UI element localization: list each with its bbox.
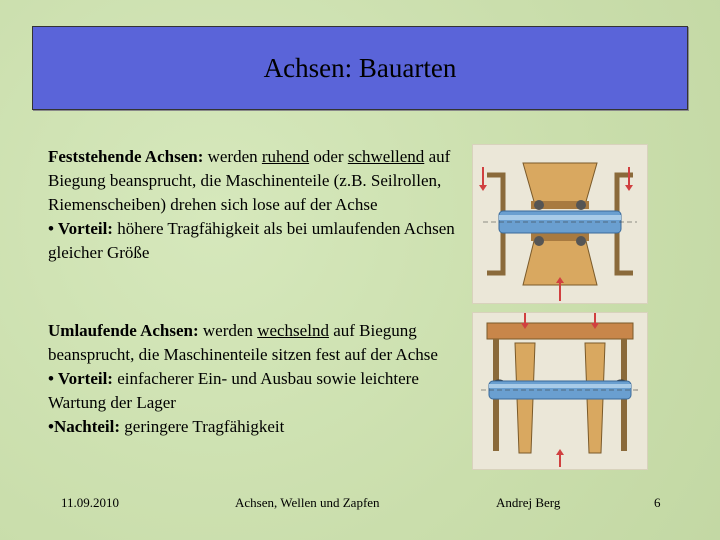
- underlined-wechselnd: wechselnd: [257, 321, 329, 340]
- footer-page-number: 6: [654, 495, 661, 510]
- disadvantage-label: •Nachteil:: [48, 417, 121, 436]
- disadvantage-text: geringere Tragfähigkeit: [120, 417, 285, 436]
- text-span: oder: [309, 147, 348, 166]
- slide-title: Achsen: Bauarten: [263, 52, 457, 83]
- fixed-axle-paragraph: [48, 145, 458, 265]
- fixed-axle-illustration: [473, 145, 647, 303]
- text-span: auf Biegung beansprucht, die Maschinenteile (z.B. Seilrollen, Riemenscheiben) drehen sich lose auf der Achse: [48, 147, 451, 214]
- fixed-axle-diagram: [472, 144, 648, 304]
- advantage-text: höhere Tragfähigkeit als bei umlaufenden Achsen gleicher Größe: [48, 219, 455, 262]
- advantage-text: einfacherer Ein- und Ausbau sowie leichtere Wartung der Lager: [48, 369, 419, 412]
- rotating-axle-diagram: [472, 312, 648, 470]
- advantage-label: • Vorteil:: [48, 369, 113, 388]
- slide-title-box: [32, 26, 688, 110]
- footer-title: Achsen, Wellen und Zapfen: [235, 495, 380, 510]
- footer-date: 11.09.2010: [61, 495, 120, 510]
- text-span: werden: [198, 321, 258, 340]
- rotating-axle-paragraph: [48, 319, 458, 439]
- underlined-schwellend: schwellend: [347, 147, 425, 166]
- fixed-axle-term: Feststehende Achsen:: [48, 147, 204, 166]
- rotating-axle-illustration: [473, 313, 647, 469]
- footer-author: Andrej Berg: [496, 495, 561, 510]
- advantage-label: • Vorteil:: [48, 219, 113, 238]
- text-span: werden: [203, 147, 262, 166]
- underlined-ruhend: ruhend: [261, 147, 310, 166]
- text-span: auf Biegung beansprucht, die Maschinenteile sitzen fest auf der Achse: [48, 321, 438, 364]
- rotating-axle-term: Umlaufende Achsen:: [48, 321, 199, 340]
